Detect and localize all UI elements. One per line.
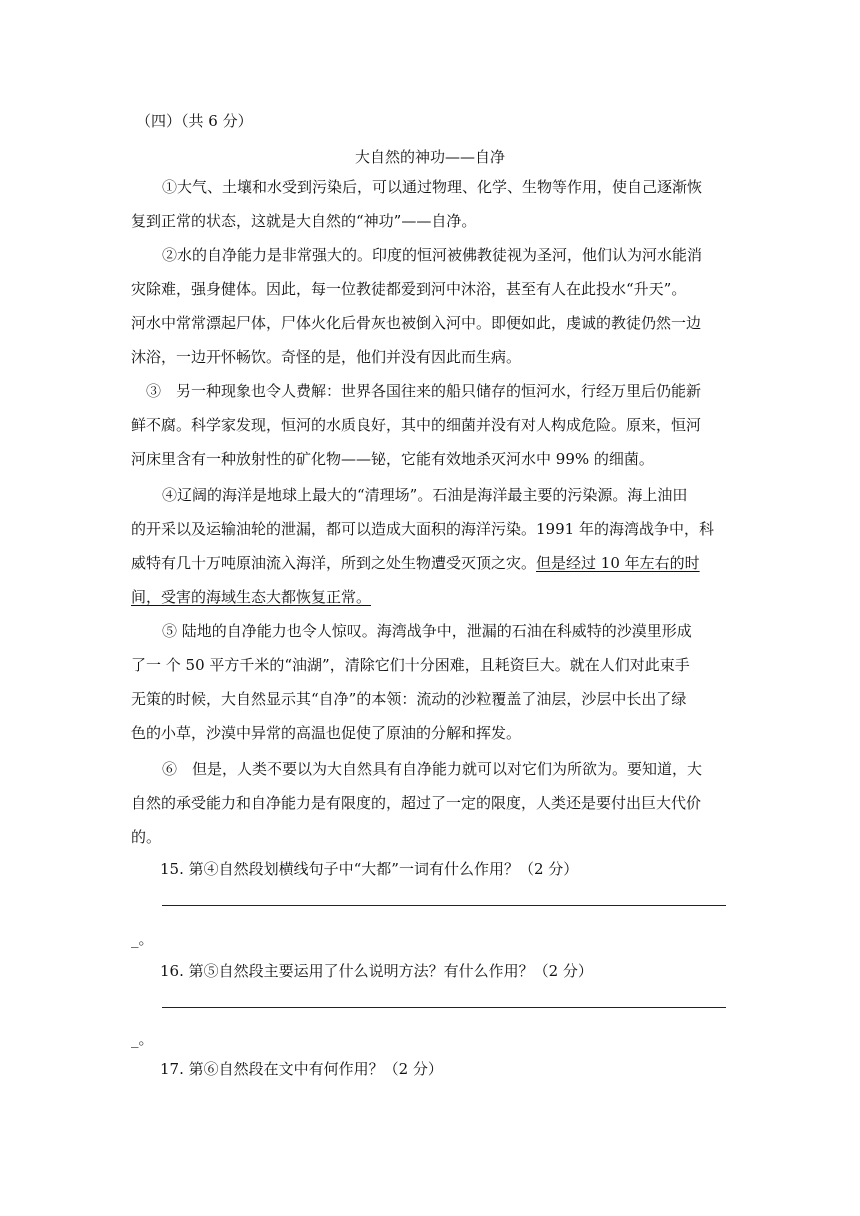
answer-end-mark-16: _。: [131, 1030, 154, 1048]
question-16: 16. 第⑤自然段主要运用了什么说明方法？有什么作用？（2 分）: [160, 962, 593, 980]
paragraph-2-line-3: 河水中常常漂起尸体，尸体火化后骨灰也被倒入河中。即便如此，虔诚的教徒仍然一边: [131, 314, 702, 332]
paragraph-5-line-2: 了一 个 50 平方千米的“油湖”，清除它们十分困难，且耗资巨大。就在人们对此束手: [131, 656, 690, 674]
paragraph-2-line-4: 沐浴，一边开怀畅饮。奇怪的是，他们并没有因此而生病。: [131, 348, 522, 366]
underlined-sentence-end: 间，受害的海域生态大都恢复正常。: [131, 588, 372, 606]
paragraph-2-line-1: ②水的自净能力是非常强大的。印度的恒河被佛教徒视为圣河，他们认为河水能消: [162, 246, 703, 264]
paragraph-6-line-3: 的。: [131, 828, 162, 846]
paragraph-5-line-4: 色的小草，沙漠中异常的高温也促使了原油的分解和挥发。: [131, 724, 522, 742]
article-title: 大自然的神功——自净: [354, 148, 505, 166]
question-17: 17. 第⑥自然段在文中有何作用？（2 分）: [160, 1060, 443, 1078]
paragraph-6-line-1: ⑥ 但是，人类不要以为大自然具有自净能力就可以对它们为所欲为。要知道，大: [162, 760, 703, 778]
paragraph-3-line-3: 河床里含有一种放射性的矿化物——铋，它能有效地杀灭河水中 99% 的细菌。: [131, 450, 654, 468]
answer-line-16[interactable]: [162, 1007, 726, 1008]
paragraph-3-line-1: ③ 另一种现象也令人费解：世界各国往来的船只储存的恒河水，行经万里后仍能新: [146, 382, 702, 400]
paragraph-5-line-1: ⑤ 陆地的自净能力也令人惊叹。海湾战争中，泄漏的石油在科威特的沙漠里形成: [162, 622, 692, 640]
answer-end-mark-15: _。: [131, 930, 154, 948]
paragraph-6-line-2: 自然的承受能力和自净能力是有限度的，超过了一定的限度，人类还是要付出巨大代价: [131, 794, 702, 812]
paragraph-1-line-1: ①大气、土壤和水受到污染后，可以通过物理、化学、生物等作用，使自己逐渐恢: [162, 178, 703, 196]
answer-line-15[interactable]: [162, 905, 726, 906]
paragraph-4-line-2: 的开采以及运输油轮的泄漏，都可以造成大面积的海洋污染。1991 年的海湾战争中，科: [131, 520, 714, 538]
paragraph-1-line-2: 复到正常的状态，这就是大自然的“神功”——自净。: [131, 212, 477, 230]
paragraph-2-line-2: 灾除难，强身健体。因此，每一位教徒都爱到河中沐浴，甚至有人在此投水“升天”。: [131, 280, 687, 298]
question-15: 15. 第④自然段划横线句子中“大都”一词有什么作用？（2 分）: [160, 860, 579, 878]
paragraph-5-line-3: 无策的时候，大自然显示其“自净”的本领：流动的沙粒覆盖了油层，沙层中长出了绿: [131, 690, 687, 708]
paragraph-4-line-3-text: 威特有几十万吨原油流入海洋，所到之处生物遭受灭顶之灾。: [131, 554, 537, 572]
section-header: （四）（共 6 分）: [136, 112, 253, 130]
underlined-sentence-start: 但是经过 10 年左右的时: [536, 554, 700, 572]
paragraph-3-line-2: 鲜不腐。科学家发现，恒河的水质良好，其中的细菌并没有对人构成危险。原来，恒河: [131, 416, 702, 434]
paragraph-4-line-3: [131, 553, 700, 573]
paragraph-4-line-1: ④辽阔的海洋是地球上最大的“清理场”。石油是海洋最主要的污染源。海上油田: [162, 486, 688, 504]
